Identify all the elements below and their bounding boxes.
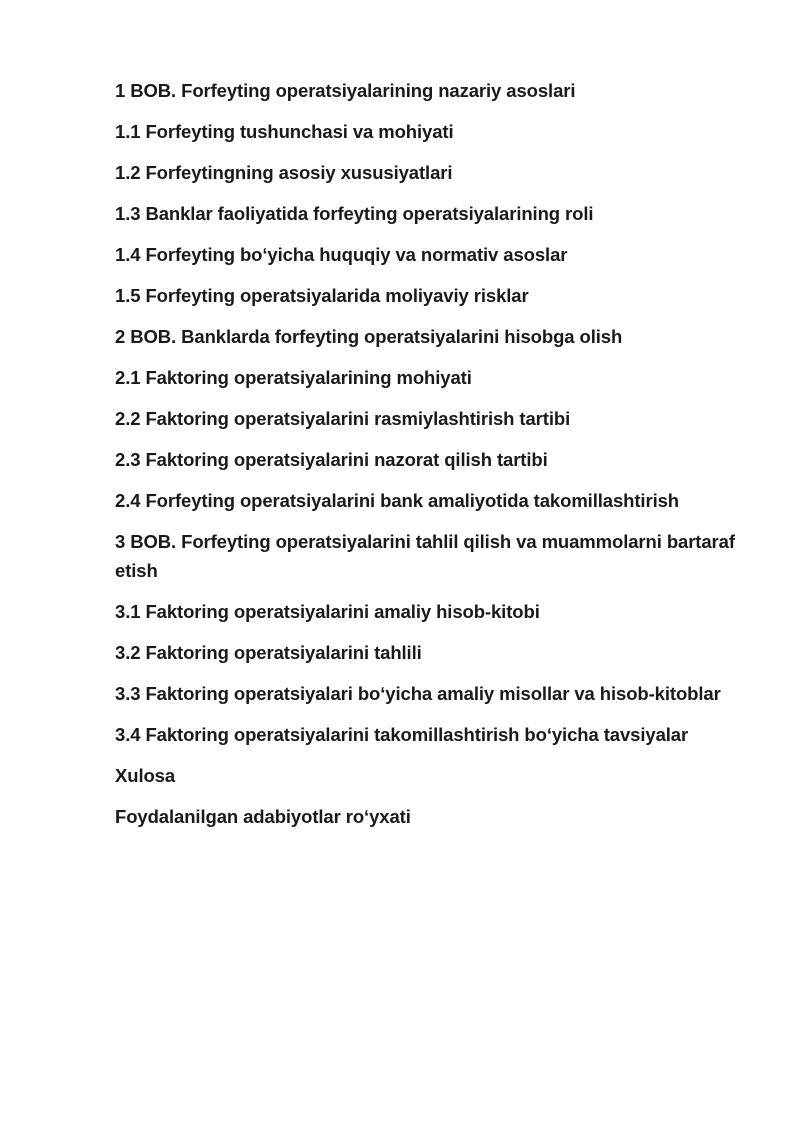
toc-section-1-1: 1.1 Forfeyting tushunchasi va mohiyati <box>115 121 454 142</box>
toc-chapter-3: 3 BOB. Forfeyting operatsiyalarini tahlil qilish va muammolarni bartaraf etish <box>115 531 735 581</box>
table-of-contents <box>115 76 745 843</box>
toc-conclusion: Xulosa <box>115 765 176 786</box>
toc-section-1-2: 1.2 Forfeytingning asosiy xususiyatlari <box>115 162 453 183</box>
toc-section-3-4: 3.4 Faktoring operatsiyalarini takomillashtirish boʻyicha tavsiyalar <box>115 724 689 745</box>
toc-chapter-2: 2 BOB. Banklarda forfeyting operatsiyalarini hisobga olish <box>115 326 623 347</box>
toc-section-2-2: 2.2 Faktoring operatsiyalarini rasmiylashtirish tartibi <box>115 408 571 429</box>
toc-section-3-2: 3.2 Faktoring operatsiyalarini tahlili <box>115 642 422 663</box>
toc-section-2-3: 2.3 Faktoring operatsiyalarini nazorat qilish tartibi <box>115 449 548 470</box>
toc-section-1-5: 1.5 Forfeyting operatsiyalarida moliyaviy risklar <box>115 285 529 306</box>
toc-section-1-4: 1.4 Forfeyting boʻyicha huquqiy va normativ asoslar <box>115 244 568 265</box>
toc-section-2-1: 2.1 Faktoring operatsiyalarining mohiyati <box>115 367 472 388</box>
toc-section-3-1: 3.1 Faktoring operatsiyalarini amaliy hisob-kitobi <box>115 601 540 622</box>
toc-chapter-1: 1 BOB. Forfeyting operatsiyalarining nazariy asoslari <box>115 80 576 101</box>
toc-references: Foydalanilgan adabiyotlar roʻyxati <box>115 806 411 827</box>
toc-section-2-4: 2.4 Forfeyting operatsiyalarini bank amaliyotida takomillashtirish <box>115 490 679 511</box>
toc-section-1-3: 1.3 Banklar faoliyatida forfeyting operatsiyalarining roli <box>115 203 594 224</box>
toc-section-3-3: 3.3 Faktoring operatsiyalari boʻyicha amaliy misollar va hisob-kitoblar <box>115 683 721 704</box>
